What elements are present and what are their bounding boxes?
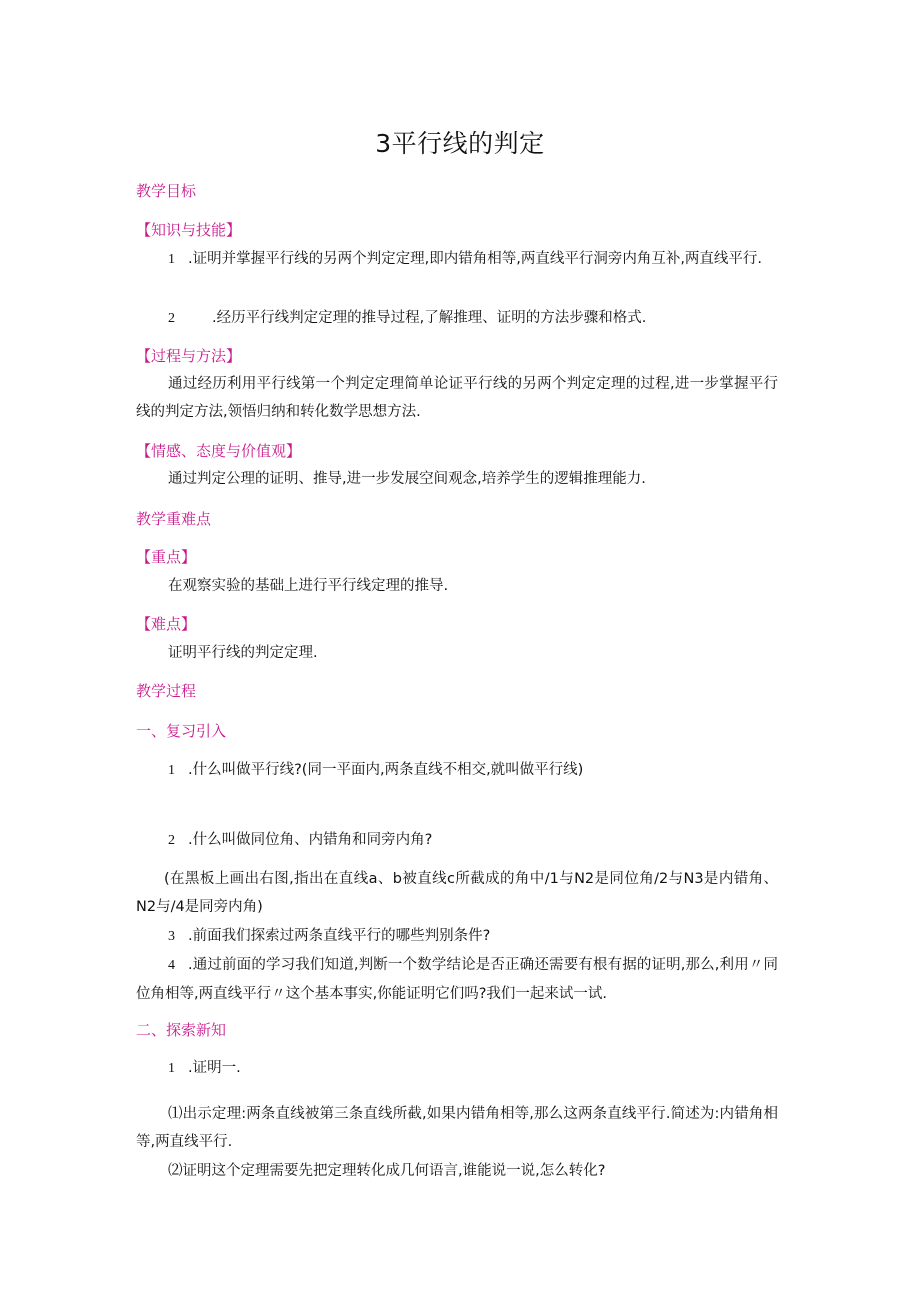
review-question-4-number: 4	[168, 958, 175, 973]
goal-item-1	[136, 245, 778, 274]
review-question-2-note: (在黑板上画出右图,指出在直线a、b被直线c所截成的角中/1与N2是同位角/2与N3是内错角、N2与/4是同旁内角)	[136, 871, 778, 915]
label-emotion-attitude: 【情感、态度与价值观】	[136, 442, 302, 460]
review-question-2-number: 2	[168, 833, 175, 848]
review-question-2-text: .什么叫做同位角、内错角和同旁内角?	[188, 832, 433, 848]
review-question-4	[136, 951, 778, 1008]
heading-key-difficult: 教学重难点	[136, 510, 212, 528]
review-question-3-number: 3	[168, 929, 175, 944]
heading-teaching-goals: 教学目标	[136, 182, 197, 200]
review-question-1-number: 1	[168, 763, 175, 778]
label-review-intro: 一、复习引入	[136, 722, 227, 740]
goal-item-2	[136, 304, 778, 333]
goal-item-2-number: 2	[168, 311, 175, 326]
review-question-3-text: .前面我们探索过两条直线平行的哪些判别条件?	[188, 928, 491, 944]
review-question-3	[136, 922, 778, 951]
review-question-1	[136, 756, 778, 785]
goal-item-2-text: .经历平行线判定定理的推导过程,了解推理、证明的方法步骤和格式.	[212, 310, 647, 326]
emotion-attitude-text: 通过判定公理的证明、推导,进一步发展空间观念,培养学生的逻辑推理能力.	[168, 471, 646, 487]
explore-point-1-number: 1	[168, 1061, 175, 1076]
explore-point-1	[136, 1054, 778, 1083]
label-key-point: 【重点】	[136, 548, 197, 566]
review-question-4-text: .通过前面的学习我们知道,判断一个数学结论是否正确还需要有根有据的证明,那么,利用〃同位角相等,两直线平行〃这个基本事实,你能证明它们吗?我们一起来试一试.	[136, 957, 778, 1002]
explore-step-1: ⑴出示定理:两条直线被第三条直线所截,如果内错角相等,那么这两条直线平行.简述为:内错角相等,两直线平行.	[136, 1106, 778, 1150]
label-difficult-point: 【难点】	[136, 615, 197, 633]
label-process-method: 【过程与方法】	[136, 347, 242, 365]
review-question-2	[136, 826, 778, 855]
review-question-1-text: .什么叫做平行线?(同一平面内,两条直线不相交,就叫做平行线)	[188, 762, 584, 778]
goal-item-1-number: 1	[168, 252, 175, 267]
process-method-text: 通过经历利用平行线第一个判定定理简单论证平行线的另两个判定定理的过程,进一步掌握平行线的判定方法,领悟归纳和转化数学思想方法.	[136, 376, 778, 420]
difficult-point-text: 证明平行线的判定定理.	[168, 645, 318, 661]
label-knowledge-skills: 【知识与技能】	[136, 221, 242, 239]
heading-teaching-process: 教学过程	[136, 682, 197, 700]
explore-point-1-text: .证明一.	[188, 1060, 241, 1076]
label-explore-new: 二、探索新知	[136, 1021, 227, 1039]
key-point-text: 在观察实验的基础上进行平行线定理的推导.	[168, 578, 449, 594]
page-title: 3平行线的判定	[375, 129, 545, 158]
explore-step-2: ⑵证明这个定理需要先把定理转化成几何语言,谁能说一说,怎么转化?	[168, 1163, 606, 1179]
goal-item-1-text: .证明并掌握平行线的另两个判定定理,即内错角相等,两直线平行洞旁内角互补,两直线平行.	[188, 251, 763, 267]
